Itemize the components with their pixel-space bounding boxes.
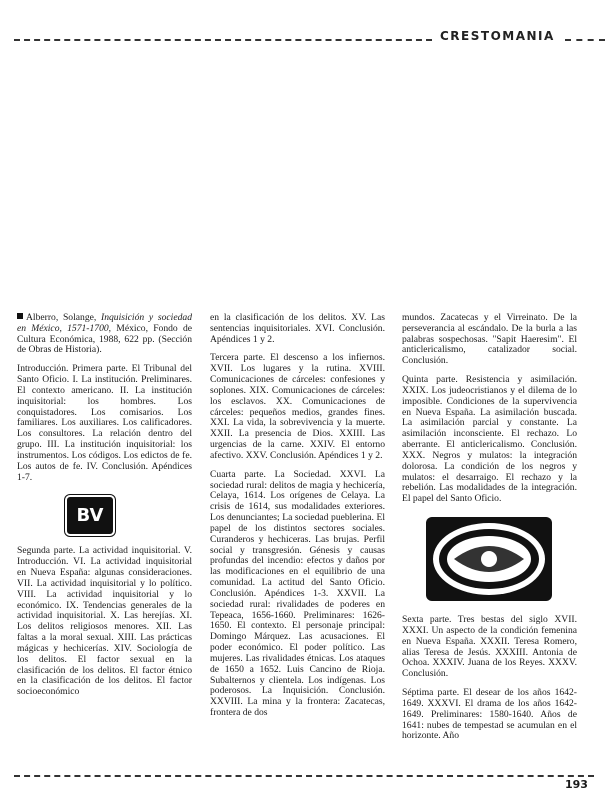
section-title: CRESTOMANIA (440, 29, 555, 43)
seal-emblem-icon (424, 515, 554, 603)
entry-citation (17, 313, 192, 356)
header-rule-end (565, 39, 605, 41)
bullet-square-icon (17, 313, 23, 319)
publisher-logo: BV (67, 497, 113, 534)
column-2 (210, 313, 385, 727)
entry-title: Inquisición y sociedad en México, 1571-1700, (17, 312, 192, 334)
paragraph: Introducción. Primera parte. El Tribunal del Santo Oficio. I. La institución. Preliminares. El contexto americano. II. La institución inquisitorial: los hombres. Los conquistadores. Los comisarios. Los familiares. Los auxiliares. Los calificadores. Los consultores. La relación dentro del grupo. III. La institución inquisitorial: los instrumentos. Los códigos. Los edictos de fe. Los autos de fe. IV. Conclusión. Apéndices 1-7. (17, 363, 192, 483)
page-number: 193 (565, 778, 588, 791)
header-rule (14, 39, 432, 41)
paragraph: Séptima parte. El desear de los años 1642-1649. XXXVI. El drama de los años 1642-1649. Preliminares: 1580-1640. Años de 1641: nubes de tempestad se acumulan en el horizonte. Año (402, 687, 577, 742)
column-1 (17, 313, 192, 706)
paragraph: Segunda parte. La actividad inquisitorial. V. Introducción. VI. La actividad inquisitorial en Nueva España: algunas consideraciones. VII. La actividad inquisitorial y lo político. VIII. La actividad inquisitorial y lo económico. IX. Tendencias generales de la actividad inquisitorial. X. Las herejías. XI. Los delitos religiosos menores. XII. Las faltas a la moral sexual. XIII. Las prácticas mágicas y hechicerías. XIV. Sociología de los delitos. El factor sexual en la clasificación de los delitos. El factor étnico en la clasificación de los delitos. El factor socioeconómico (17, 545, 192, 698)
paragraph: en la clasificación de los delitos. XV. Las sentencias inquisitoriales. XVI. Conclusión. Apéndices 1 y 2. (210, 312, 385, 345)
paragraph: Tercera parte. El descenso a los infiernos. XVII. Los lugares y la rutina. XVIII. Comunicaciones de cárceles: confesiones y soplones. XIX. Comunicaciones de cárceles: los esclavos. XX. Comunicaciones de cárceles: pequeños medios, grandes fines. XXI. La vida, la sobrevivencia y la muerte. XXII. La presencia de Dios. XXIII. Las urgencias de la carne. XXIV. El entorno afectivo. XXV. Conclusión. Apéndices 1 y 2. (210, 352, 385, 461)
entry-author: Alberro, Solange, (26, 312, 97, 323)
paragraph: Quinta parte. Resistencia y asimilación. XXIX. Los judeocristianos y el dilema de lo imposible. Condiciones de la supervivencia en Nueva España. La asimilación buscada. La asimilación parcial y constante. La asimilación inconsciente. El rechazo. Lo aberrante. El anticlericalismo. Conclusión. XXX. Negros y mulatos: la integración dolorosa. La condición de los negros y mulatos: el desarraigo. El rechazo y la rebelión. Las modalidades de la integración. El papel del Santo Oficio. (402, 374, 577, 505)
entry-publication: México, Fondo de Cultura Económica, 1988, 622 pp. (Sección de Obras de Historia). (17, 322, 192, 356)
paragraph: Sexta parte. Tres bestas del siglo XVII. XXXI. Un aspecto de la condición femenina en Nueva España. XXXII. Teresa Romero, alias Teresa de Jesús. XXXIII. Antonia de Ochoa. XXXIV. Juana de los Reyes. XXXV. Conclusión. (402, 614, 577, 680)
column-3 (402, 313, 577, 750)
paragraph: Cuarta parte. La Sociedad. XXVI. La sociedad rural: delitos de magia y hechicería, Celaya, 1614. Los orígenes de Celaya. La crisis de 1614, sus modalidades exteriores. Los denunciantes; La sociedad pueblerina. El papel de los distintos sectores sociales. Curanderos y hechiceras. Las brujas. Perfil social y transgresión. Génesis y causas profundas del incendio: efectos y daños por las modificaciones en el equilibrio de una comunidad. La actitud del Santo Oficio. Conclusión. Apéndices 1-3. XXVII. La sociedad rural: rivalidades de poderes en Tepeaca, 1656-1660. Preliminares: 1626-1650. El contexto. El personaje principal: Domingo Márquez. Las acusaciones. El poder económico. El poder político. Las mujeres. Las rivalidades étnicas. Los ataques de 1650 a 1652. Luis Cancino de Rioja. Subalternos y clientela. Los indígenas. Los poderosos. La Inquisición. Conclusión. XXVIII. La mina y la frontera: Zacatecas, frontera de dos (210, 468, 385, 718)
footer-rule (14, 775, 594, 777)
paragraph: mundos. Zacatecas y el Virreinato. De la perseverancia al escándalo. De la burla a las palabras sospechosas. "Sapit Haeresim". El anticlericalismo, catalizador social. Conclusión. (402, 312, 577, 367)
